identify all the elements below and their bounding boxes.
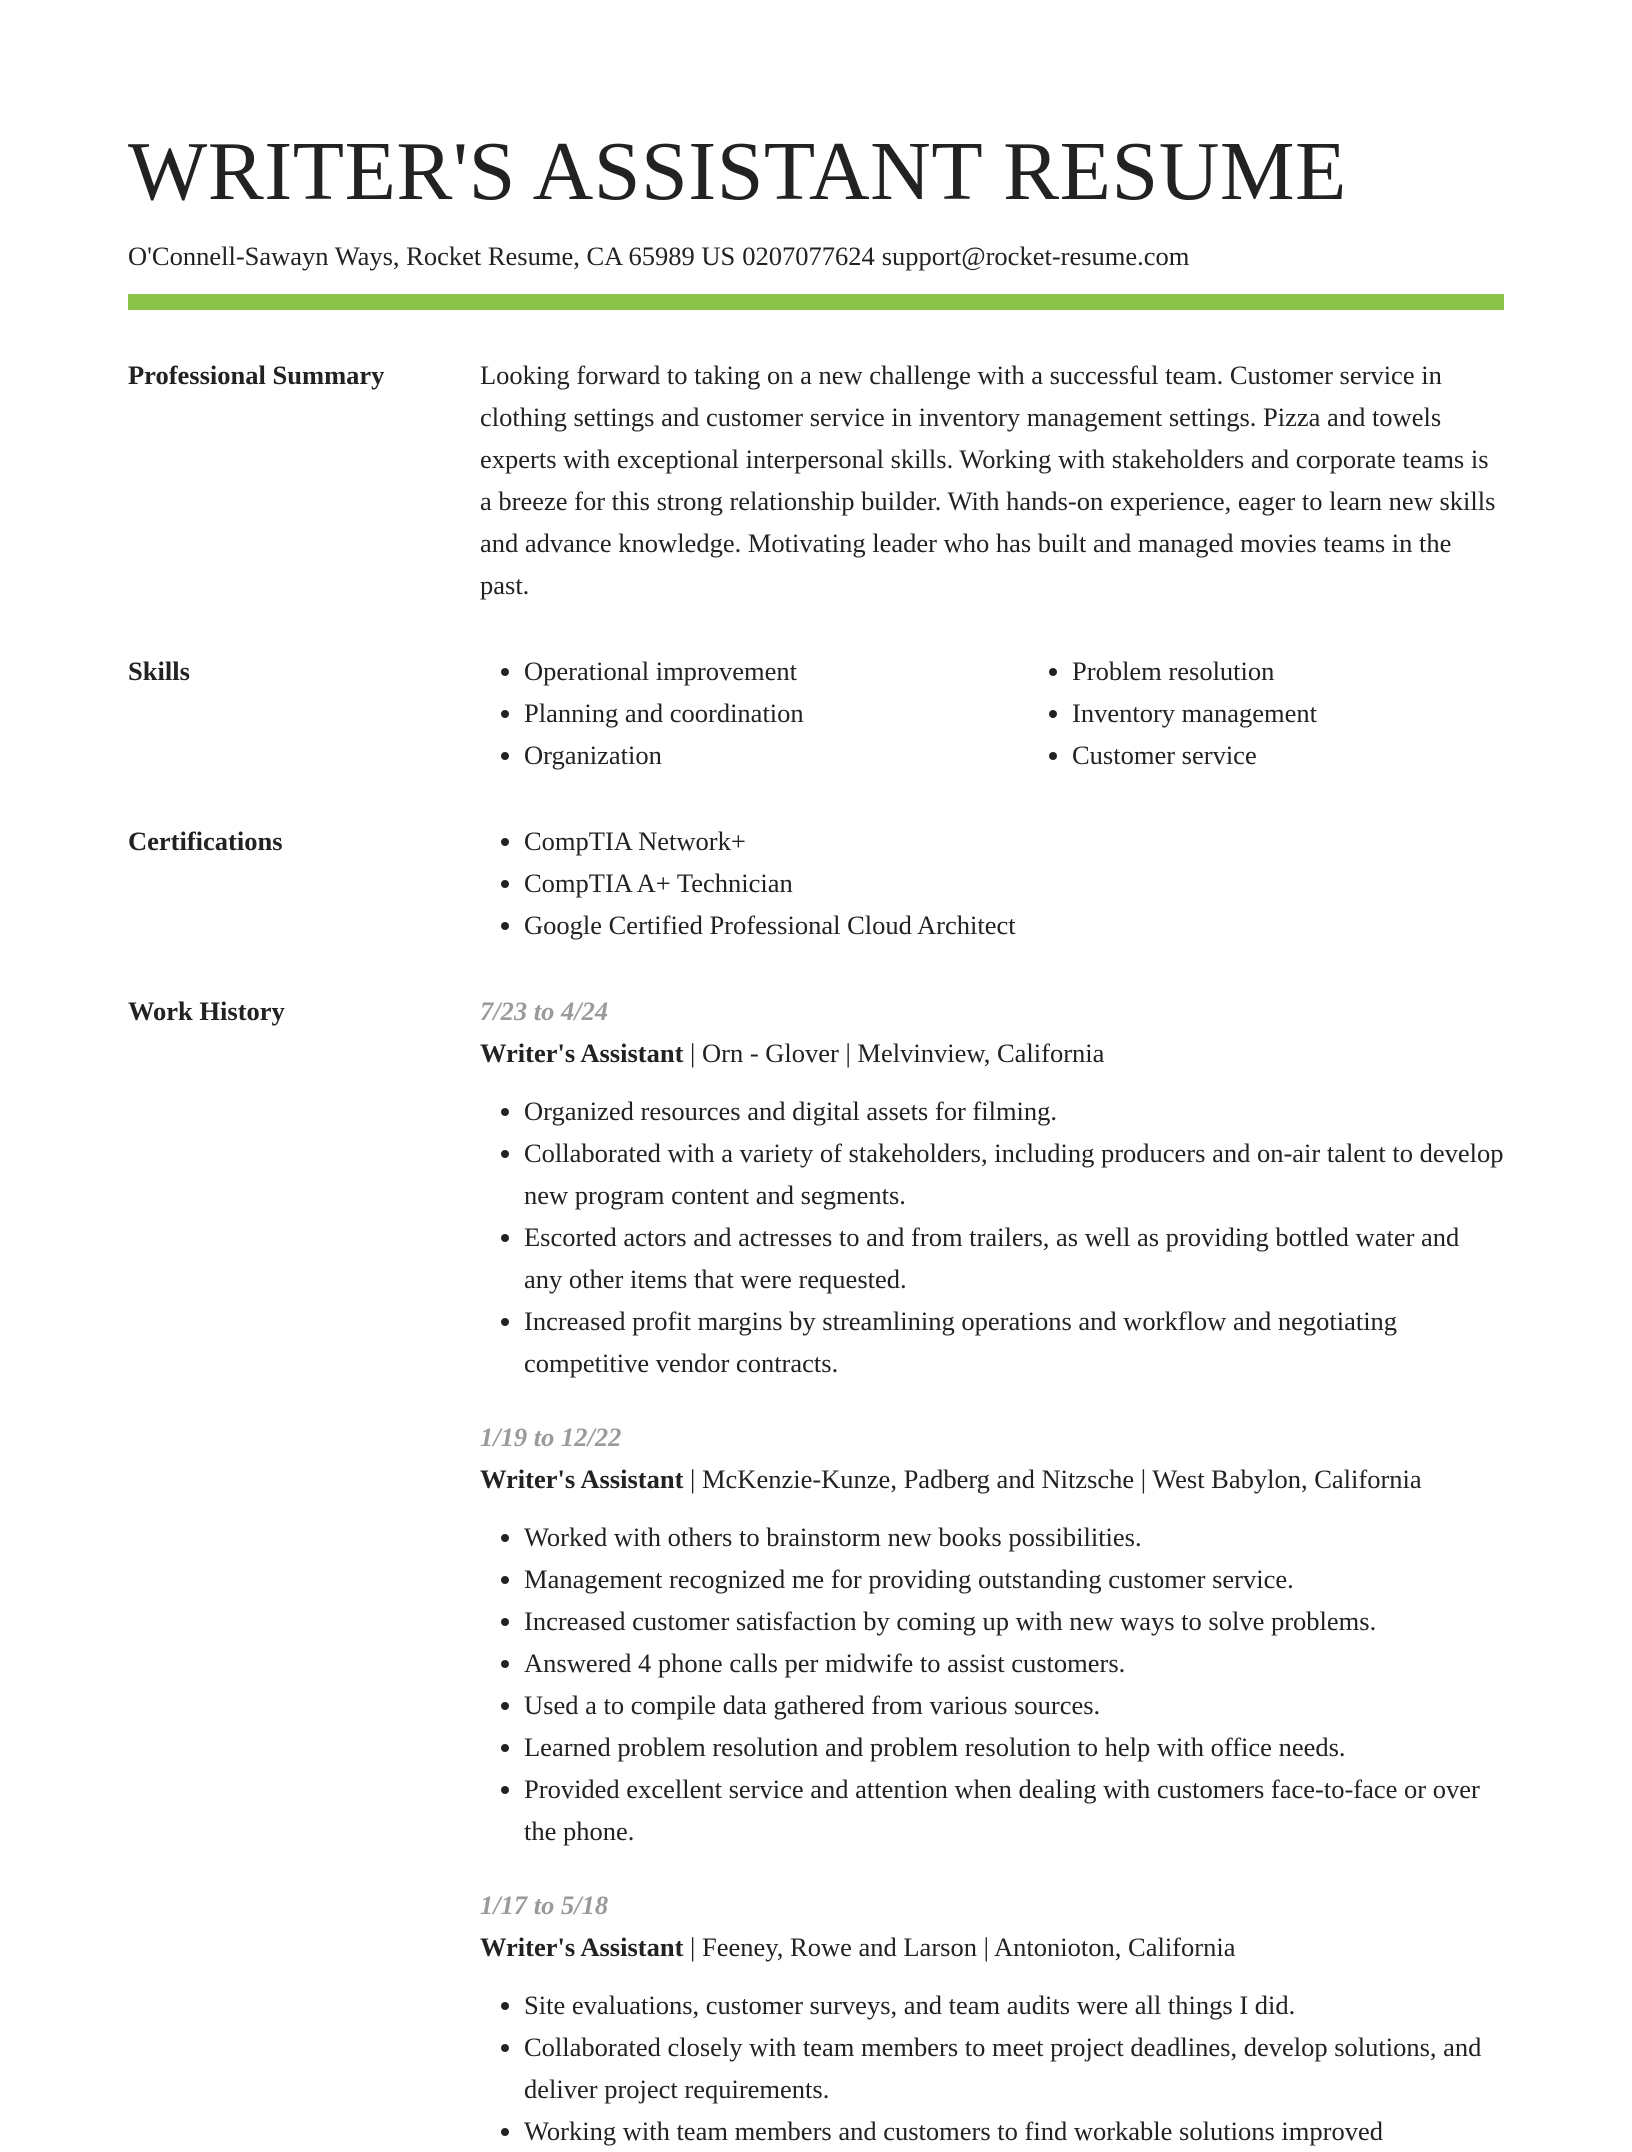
job-details: | Feeney, Rowe and Larson | Antonioton, California [683,1932,1236,1962]
job-title: Writer's Assistant [480,1932,684,1962]
summary-label: Professional Summary [128,360,385,390]
skills-list-right [1028,650,1317,776]
job-heading [480,1032,1504,1074]
resume-title: WRITER'S ASSISTANT RESUME [128,125,1347,218]
contact-email[interactable]: support@rocket-resume.com [881,241,1190,271]
skill-item: • Inventory management [1072,692,1317,734]
skills-section [128,656,1504,776]
job-bullets [480,1090,1504,1384]
job-details: | McKenzie-Kunze, Padberg and Nitzsche | West Babylon, California [683,1464,1422,1494]
certifications-list [480,820,1504,946]
job-bullet: • Increased customer satisfaction by coming up with new ways to solve problems. [524,1600,1504,1642]
job-bullet: • Worked with others to brainstorm new books possibilities. [524,1516,1504,1558]
job-heading [480,1458,1504,1500]
skills-label: Skills [128,656,190,686]
job-bullets [480,1516,1504,1852]
job-bullet: • Answered 4 phone calls per midwife to assist customers. [524,1642,1504,1684]
job-bullet: • Organized resources and digital assets for filming. [524,1090,1504,1132]
job-title: Writer's Assistant [480,1464,684,1494]
job-entry [480,990,1504,1384]
job-bullet: • Collaborated with a variety of stakeholders, including producers and on-air talent to develop new program content and segments. [524,1132,1504,1216]
job-bullet: • Escorted actors and actresses to and from trailers, as well as providing bottled water and any other items that were requested. [524,1216,1504,1300]
job-dates: 7/23 to 4/24 [480,996,609,1026]
job-bullet: • Working with team members and customers to find workable solutions improved [524,2110,1504,2152]
job-bullets [480,1984,1504,2152]
skill-item: • Planning and coordination [524,692,1028,734]
job-dates: 1/19 to 12/22 [480,1422,622,1452]
job-bullet: • Provided excellent service and attention when dealing with customers face-to-face or over the phone. [524,1768,1504,1852]
work-history-label: Work History [128,996,285,1026]
summary-text: Looking forward to taking on a new challenge with a successful team. Customer service in clothing settings and customer service in inventory management settings. Pizza and towels experts with exceptional interpersonal skills. Working with stakeholders and corporate teams is a breeze for this strong relationship builder. With hands-on experience, eager to learn new skills and advance knowledge. Motivating leader who has built and managed movies teams in the past. [480,360,1496,600]
job-bullet: • Learned problem resolution and problem resolution to help with office needs. [524,1726,1504,1768]
certifications-label: Certifications [128,826,283,856]
job-heading [480,1926,1504,1968]
job-bullet: • Management recognized me for providing outstanding customer service. [524,1558,1504,1600]
job-bullet: • Used a to compile data gathered from various sources. [524,1684,1504,1726]
resume-page [128,120,1504,2152]
contact-phone: 0207077624 [742,241,875,271]
job-dates: 1/17 to 5/18 [480,1890,609,1920]
contact-address: O'Connell-Sawayn Ways, Rocket Resume, CA 65989 US [128,241,736,271]
header-divider [128,294,1504,310]
job-bullet: • Site evaluations, customer surveys, and team audits were all things I did. [524,1984,1504,2026]
job-entry [480,1416,1504,1852]
job-bullet: • Increased profit margins by streamlining operations and workflow and negotiating competitive vendor contracts. [524,1300,1504,1384]
skills-list-left [480,650,1028,776]
contact-line [128,238,1504,274]
certification-item: • CompTIA Network+ [524,820,1504,862]
summary-section [128,360,1504,606]
job-details: | Orn - Glover | Melvinview, California [683,1038,1105,1068]
job-title: Writer's Assistant [480,1038,684,1068]
certifications-section [128,826,1504,946]
work-history-section [128,996,1504,2152]
certification-item: • Google Certified Professional Cloud Architect [524,904,1504,946]
skill-item: • Problem resolution [1072,650,1317,692]
skill-item: • Customer service [1072,734,1317,776]
certification-item: • CompTIA A+ Technician [524,862,1504,904]
skill-item: • Operational improvement [524,650,1028,692]
job-bullet: • Collaborated closely with team members to meet project deadlines, develop solutions, and deliver project requirements. [524,2026,1504,2110]
skill-item: • Organization [524,734,1028,776]
